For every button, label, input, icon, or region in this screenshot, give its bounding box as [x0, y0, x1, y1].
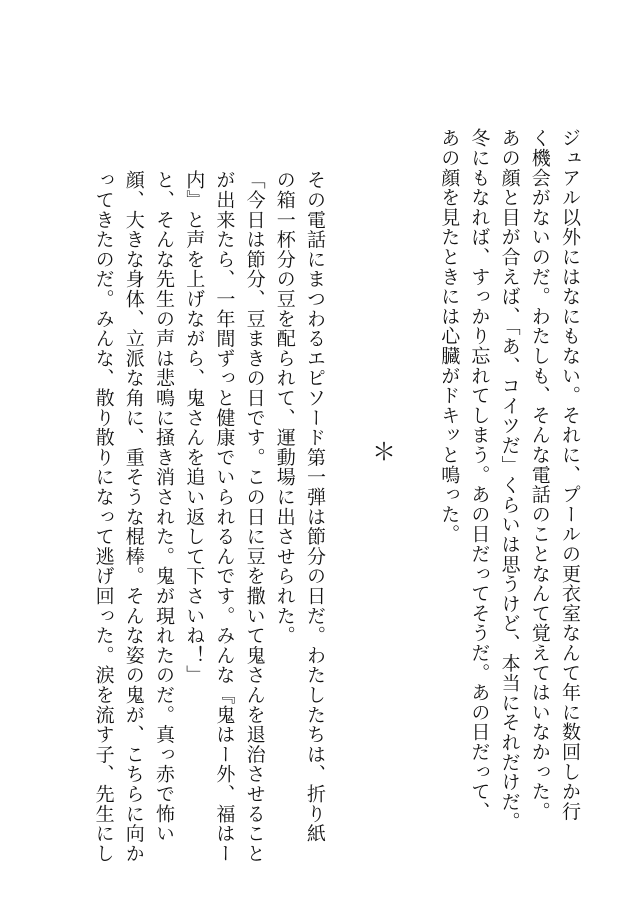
text-line: ジュアル以外にはなにもない。それに、プールの更衣室なんて年に数回しか行: [559, 128, 581, 821]
text-line: あの顔と目が合えば、「あ、コイツだ」くらいは思うけど、本当にそれだけだ。: [498, 128, 521, 832]
text-line: 顔、大きな身体、立派な角に、重そうな棍棒。そんな姿の鬼が、こちらに向か: [122, 170, 145, 863]
text-line: 冬にもなれば、すっかり忘れてしまう。あの日だってそうだ。あの日だって、: [468, 128, 491, 821]
text-line: の箱一杯分の豆を配られて、運動場に出させられた。: [273, 170, 296, 646]
text-line: 内』と声を上げながら、鬼さんを追い返して下さいね！」: [183, 170, 206, 685]
text-block-upper: [434, 128, 585, 831]
text-line: 「今日は節分、豆まきの日です。この日に豆を撒いて鬼さんを退治させること: [243, 170, 266, 863]
section-separator-asterisk: ＊: [372, 438, 396, 466]
text-line: と、そんな先生の声は悲鳴に掻き消された。鬼が現れたのだ。真っ赤で怖い: [152, 170, 175, 844]
text-line: ってきたのだ。みんな、散り散りになって逃げ回った。涙を流す子、先生にし: [92, 170, 115, 863]
text-line: が出来たら、一年間ずっと健康でいられるんです。みんな『鬼はー外、福はー: [213, 170, 236, 863]
text-block-lower: [88, 170, 330, 863]
text-line: く機会がないのだ。わたしも、そんな電話のことなんて覚えてはいなかった。: [528, 128, 551, 821]
text-line: あの顔を見たときには心臓がドキッと鳴った。: [438, 128, 461, 544]
text-line: その電話にまつわるエピソード第一弾は節分の日だ。わたしたちは、折り紙: [304, 170, 326, 844]
